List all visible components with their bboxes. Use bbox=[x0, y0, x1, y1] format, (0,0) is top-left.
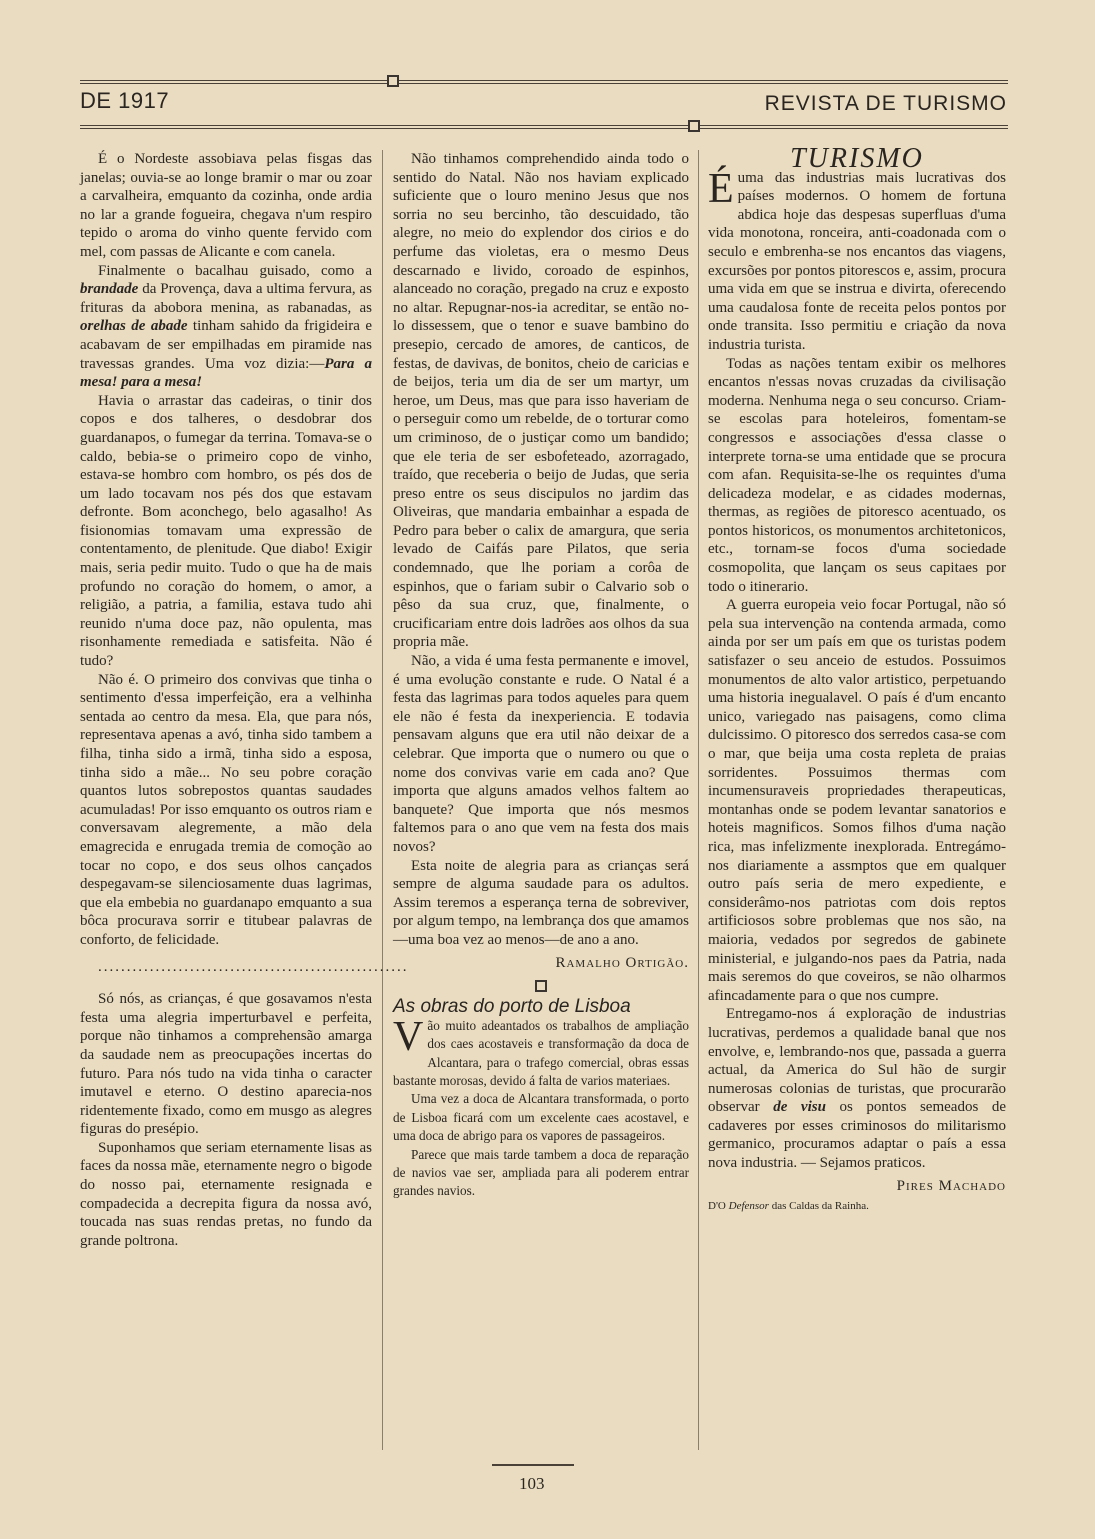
ornament-top bbox=[387, 75, 399, 87]
header-rule-top bbox=[80, 80, 1008, 84]
dropcap-e: É bbox=[708, 165, 734, 212]
paragraph: Só nós, as crianças, é que gosavamos n'esta festa uma alegria imperturbavel e perfeita, porque não tinhamos a comprehensão amarga da saudade nem as preocupações incertas do futuro. Para nós tudo na vida tinha o caracter imutavel e eterno. O destino aparecia-nos ridentemente fixado, como em musgo as alegres figuras do presépio. bbox=[80, 991, 372, 1138]
paragraph: Suponhamos que seriam eternamente lisas as faces da nossa mãe, eternamente negro o bigode do nosso pai, eternamente resignada e compadecida a decrepita figura da nossa avó, toucada nas suas rendas pretas, no fundo da grande poltrona. bbox=[80, 1139, 372, 1249]
emphasis-orelhas: orelhas de abade bbox=[80, 318, 188, 335]
column-1 bbox=[80, 150, 409, 1250]
journal-title: REVISTA DE TURISMO bbox=[764, 92, 1007, 115]
section-ornament bbox=[535, 980, 547, 992]
article-title-porto: As obras do porto de Lisboa bbox=[393, 996, 631, 1018]
column-3 bbox=[708, 143, 1007, 1216]
paragraph: Entregamo-nos á exploração de industrias lucrativas, perdemos a qualidade banal que nos envolve, e, lembrando-nos que, passada a guerra actual, da America do Sul hão de surgir numerosas colonias de turistas, que procurarão observar de visu os pontos semeados de cadaveres por esses criminosos do militarismo germanico, procuramos adaptar o país a essa nova industria. — Sejamos praticos. bbox=[708, 1006, 1007, 1172]
column-divider-1 bbox=[382, 150, 383, 1450]
paragraph: Havia o arrastar das cadeiras, o tinir dos copos e dos talheres, o desdobrar dos guardanapos, o fumegar da terrina. Tomava-se o caldo, bebia-se o primeiro copo de vinho, estava-se hombro com hombro, os pés dos de um lado tocavam nos pés dos que estavam defronte. Bom aconchego, belo agasalho! As fisionomias tomavam uma expressão de contentamento, de plenitude. Que diabo! Exigir mais, seria pedir muito. Tudo o que ha de mais profundo no coração do homem, o amor, a religião, a patria, a familia, estava tudo ahi reunido n'uma doce paz, não opulenta, mas risonhamente remediada e satisfeita. Não é tudo? bbox=[80, 392, 372, 670]
article-title-turismo: TURISMO bbox=[790, 143, 924, 174]
paragraph: Esta noite de alegria para as crianças será sempre de alguma saudade para os adultos. Assim teremos a esperança terna de sobreviver, por algum tempo, na lembrança dos que amamos—uma boa vez ao menos—de ano a ano. bbox=[393, 857, 689, 948]
dropcap-v: V bbox=[393, 1013, 424, 1060]
signature-pires: Pires Machado bbox=[896, 1177, 1006, 1194]
article-porto bbox=[393, 1013, 689, 1201]
emphasis-quote: Para a mesa! para a mesa! bbox=[80, 355, 373, 391]
page-number: 103 bbox=[519, 1474, 545, 1493]
paragraph: Vão muito adeantados os trabalhos de ampliação dos caes acostaveis e transformação da doca de Alcantara, para o trafego comercial, obras essas bastante morosas, devido á falta de varios materiaes. bbox=[393, 1013, 689, 1088]
footer-rule bbox=[492, 1464, 574, 1466]
paragraph: A guerra europeia veio focar Portugal, não só pela sua intervenção na contenda armada, como ainda por ser um país em que os turistas podem satisfazer o seu anceio de estudos. Possuimos monumentos de alto valor artistico, perpetuando uma historia inegualavel. O país é d'um encanto unico, variegado nas paisagens, como clima dulcissimo. O pitoresco dos serredos casa-se com o mar, que beija uma costa repleta de praias sorridentes. Possuimos thermas com incumensuraveis propriedades therapeuticas, montanhas onde se podem levantar sanatorios e hoteis magnificos. Somos filhos d'uma nação rica, mas infelizmente inexplorada. Entregámo-nos diariamente a assmptos que em qualquer outro país seria de mero expediente, e considerâmo-nos patriotas com dois reptos artificiosos sobre problemas que nos são, na maioria, vedados por segredos de gabinete ministerial, e julgando-nos paes da Patria, nada mais seremos do que coveiros, se não olharmos afincadamente para o que nos cumpre. bbox=[708, 597, 1006, 1004]
paragraph: Parece que mais tarde tambem a doca de reparação de navios vae ser, ampliada para ali poderem entrar grandes navios. bbox=[393, 1146, 689, 1199]
paragraph: Todas as nações tentam exibir os melhores encantos n'essas novas cruzadas da civilisação moderna. Nenhuma nega o seu concurso. Criam-se escolas para hoteleiros, fomentam-se congressos e associações d'essa classe o interprete torna-se uma entidade que se procura com afan. Requisita-se-lhe os requintes d'uma delicadeza modelar, e as cidades modernas, thermas, as regiões de pitoresco acentuado, os pontos historicos, os monumentos architetonicos, etc., tornam-se focos d'uma sociedade cosmopolita, que lançam os seus capitaes por todo o itinerario. bbox=[708, 355, 1006, 595]
emphasis-de-visu: de visu bbox=[773, 1099, 826, 1116]
paragraph: Uma vez a doca de Alcantara transformada, o porto de Lisboa ficará com um excelente caes acostavel, e uma doca de abrigo para os vapores de passageiros. bbox=[393, 1091, 689, 1144]
column-2 bbox=[393, 150, 689, 1201]
paragraph: Não, a vida é uma festa permanente e imovel, é uma evolução constante e rude. O Natal é a festa das lagrimas para todos aqueles para quem ele não é festa da inexperiencia. E todavia pensavam alguns que era util não deixar de a celebrar. Que importa que o numero ou que o nome dos convivas varie em cada ano? Que importa que alguns amados velhos faltem ao banquete? Que importa que nós mesmos faltemos para o ano que vem na festa dos mais novos? bbox=[393, 653, 689, 855]
paragraph: Finalmente o bacalhau guisado, como a brandade da Provença, dava a ultima fervura, as frituras da abobora menina, as rabanadas, as orelhas de abade tinham sahido da frigideira e acabavam de ser empilhadas em piramide nas travessas grandes. Uma voz dizia:—Para a mesa! para a mesa! bbox=[80, 262, 373, 391]
signature-ramalho: Ramalho Ortigão. bbox=[555, 954, 689, 971]
header-rule-bottom bbox=[80, 125, 1008, 129]
emphasis-brandade: brandade bbox=[80, 281, 139, 298]
source-credit: D'O Defensor das Caldas da Rainha. bbox=[708, 1200, 869, 1213]
paragraph: Não é. O primeiro dos convivas que tinha o sentimento d'essa imperfeição, era a velhinha sentada ao centro da mesa. Ela, que para nós, representava apenas a avó, tinha sido tambem a filha, tinha sido a irmã, tinha sido a esposa, tinha sido a mãe... No seu pobre coração quantos lutos sobrepostos quantas saudades acumuladas! Por isso emquanto os outros riam e conversavam alegremente, a mão dela emagrecida e enrugada tremia de comoção ao tocar no copo, e dos seus olhos cançados despegavam-se silenciosamente duas lagrimas, que ela embebia no guardanapo emquanto a sua bôca procurava sorrir e titubear palavras de conforto, de felicidade. bbox=[80, 671, 372, 948]
column-divider-2 bbox=[698, 150, 699, 1450]
dotted-separator: ...................................................... bbox=[98, 958, 409, 975]
paragraph: Não tinhamos comprehendido ainda todo o sentido do Natal. Não nos haviam explicado suficiente que o louro menino Jesus que nos sorria no seu bercinho, tão descuidado, tão alegre, no meio do explendor dos cirios e do perfume das violetas, era o mesmo Deus descarnado e livido, coroado de espinhos, alanceado no coração, pregado na cruz e exposto no altar. Repugnar-nos-ia acreditar, se então no-lo dissessem, que o tenor e suave bambino do presepio, cercado de amores, de canticos, de festas, de davivas, de bonitos, cheio de caricias e de beijos, teria um dia de ser um martyr, um heroe, um Deus, mas que para isso haveriam de o perseguir como um rebelde, de o torturar como um criminoso, de o justiçar como um bandido; que ele teria de ser esbofeteado, azorragado, traído, que receberia o beijo de Judas, que seria preso entre os seus discipulos no jardim das Oliveiras, que mandaria embainhar a espada de Pedro para beber o calix de amargura, que seria levado de Caifás pare Pilatos, que seria condemnado, que lhe poriam a corôa de espinhos, que o fariam subir o Calvario sob o pêso da sua cruz, que, finalmente, o crucificariam entre dois ladrões aos olhos da sua propria mãe. bbox=[393, 151, 689, 651]
paragraph: Éuma das industrias mais lucrativas dos países modernos. O homem de fortuna abdica hoje das despesas superfluas d'uma vida monotona, ronceira, anti-coadonada com o seculo e embrenha-se nos encantos das viagens, excursões por pontos pitorescos e, assim, procura uma vida em que se instrua e divirta, oferecendo uma caudalosa fonte de receita pelos pontos por onde transita. Isso permitiu e criação da nova industria turista. bbox=[708, 165, 1006, 353]
paragraph: É o Nordeste assobiava pelas fisgas das janelas; ouvia-se ao longe bramir o mar ou zoar a carvalheira, emquanto da cozinha, onde ardia no lar a grande fogueira, chegava n'um respiro tepido o aroma do vinho quente fervido com mel, com passas de Alicante e com canela. bbox=[80, 151, 372, 260]
issue-date: DE 1917 bbox=[80, 88, 170, 113]
ornament-header bbox=[688, 120, 700, 132]
